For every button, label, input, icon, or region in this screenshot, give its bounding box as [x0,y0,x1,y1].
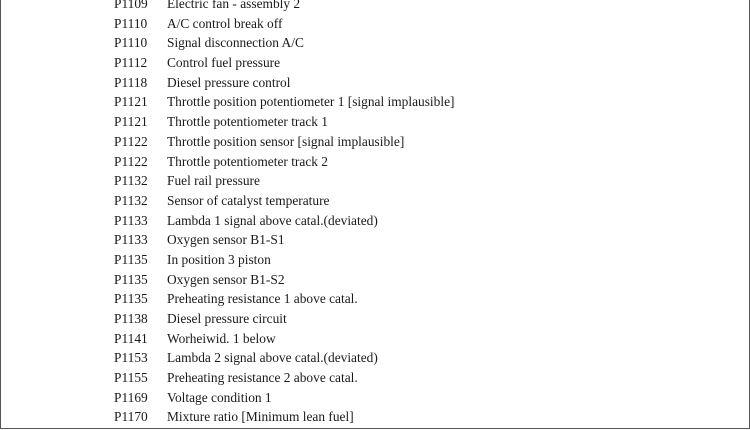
fault-code: P1122 [114,153,148,169]
fault-description: Preheating resistance 1 above catal. [167,291,358,307]
fault-code: P1133 [114,232,148,248]
fault-description: Sensor of catalyst temperature [167,192,330,208]
list-item [0,112,750,132]
fault-code: P1132 [114,192,148,208]
list-item [0,14,750,34]
fault-description: Worheiwid. 1 below [167,330,276,346]
list-item [0,132,750,152]
list-item [0,171,750,191]
fault-description: Oxygen sensor B1-S1 [167,232,285,248]
fault-description: Throttle potentiometer track 2 [167,153,329,169]
fault-code: P1118 [114,74,148,90]
list-item [0,270,750,290]
list-item [0,368,750,388]
fault-description: Diesel pressure control [167,74,291,90]
fault-code: P1112 [114,55,148,71]
fault-description: Electric fan - assembly 2 [167,0,301,11]
list-item [0,191,750,211]
fault-code: P1110 [114,15,148,31]
fault-code: P1138 [114,311,148,326]
fault-description: Mixture ratio [Minimum lean fuel] [167,409,354,425]
list-item [0,73,750,93]
fault-code: P1109 [114,0,148,11]
list-item [0,388,750,408]
fault-description: Oxygen sensor B1-S2 [167,271,285,287]
fault-description: A/C control break off [167,15,283,31]
fault-code: P1141 [114,330,148,346]
fault-code: P1122 [114,133,148,149]
fault-description: Fuel rail pressure [167,173,260,189]
fault-description: Signal disconnection A/C [167,35,304,51]
fault-description: In position 3 piston [167,251,271,267]
list-item [0,0,750,14]
fault-description: Voltage condition 1 [167,389,272,405]
fault-description: Lambda 1 signal above catal.(deviated) [167,212,378,228]
fault-code: P1169 [114,389,148,405]
list-item [0,289,750,309]
fault-code: P1170 [114,409,148,425]
fault-code: P1135 [114,251,148,267]
fault-description: Lambda 2 signal above catal.(deviated) [167,350,378,366]
fault-description: Throttle potentiometer track 1 [167,114,329,130]
list-item [0,250,750,270]
fault-description: Preheating resistance 2 above catal. [167,370,358,386]
list-item [0,348,750,368]
fault-description: Diesel pressure circuit [167,311,287,326]
list-item [0,211,750,231]
fault-code: P1121 [114,114,148,130]
fault-code: P1153 [114,350,148,366]
list-item [0,407,750,427]
fault-code: P1133 [114,212,148,228]
list-item [0,53,750,73]
list-item [0,309,750,329]
list-item [0,329,750,349]
fault-code: P1110 [114,35,148,51]
fault-code: P1135 [114,271,148,287]
fault-description: Control fuel pressure [167,55,281,71]
list-item [0,33,750,53]
fault-code: P1121 [114,94,148,110]
list-item [0,152,750,172]
list-item [0,92,750,112]
fault-description: Throttle position sensor [signal implausible] [167,133,405,149]
fault-code: P1155 [114,370,148,386]
fault-description: Throttle position potentiometer 1 [signal implausible] [167,94,455,110]
fault-code: P1132 [114,173,148,189]
list-item [0,230,750,250]
fault-code: P1135 [114,291,148,307]
